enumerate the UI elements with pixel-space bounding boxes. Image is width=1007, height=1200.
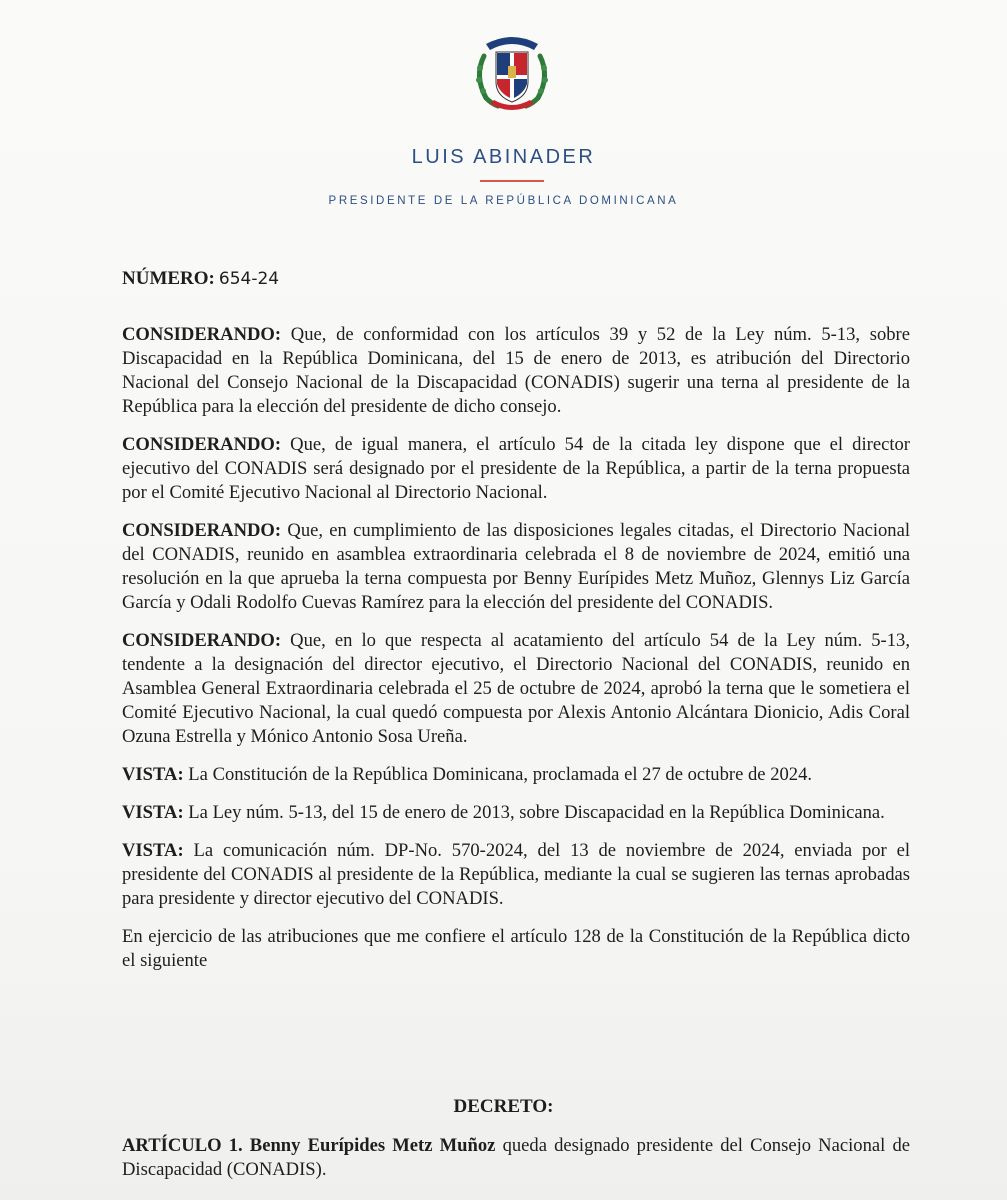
decreto-heading: DECRETO: (453, 1096, 554, 1117)
paragraph-label: VISTA: (122, 764, 184, 785)
paragraph-considerando-3 (122, 519, 910, 615)
paragraph-ejercicio (122, 925, 910, 973)
paragraph-text: Que, en cumplimiento de las disposiciones legales citadas, el Directorio Nacional del CONADIS, reunido en asamblea extraordinaria celebrada el 8 de noviembre de 2024, emitió una resolución en la que aprueba la terna compuesta por Benny Eurípides Metz Muñoz, Glennys Liz García García y Odali Rodolfo Cuevas Ramírez para la elección del presidente del CONADIS. (122, 520, 910, 613)
paragraph-vista-3 (122, 839, 910, 911)
paragraph-text: Que, de conformidad con los artículos 39 y 52 de la Ley núm. 5-13, sobre Discapacidad en la República Dominicana, del 15 de enero de 2013, es atribución del Directorio Nacional del Consejo Nacional de la Discapacidad (CONADIS) sugerir una terna al presidente de la República para la elección del presidente de dicho consejo. (122, 324, 910, 417)
header-divider (480, 180, 544, 182)
paragraph-considerando-2 (122, 433, 910, 505)
paragraph-label: CONSIDERANDO: (122, 630, 282, 651)
paragraph-text: La Constitución de la República Dominicana, proclamada el 27 de octubre de 2024. (183, 764, 813, 785)
paragraph-label: CONSIDERANDO: (122, 434, 282, 455)
paragraph-text: En ejercicio de las atribuciones que me confiere el artículo 128 de la Constitución de la República dicto el siguiente (122, 926, 910, 971)
paragraph-label: VISTA: (122, 802, 184, 823)
decree-number (122, 268, 279, 290)
decree-number-label: NÚMERO: (122, 268, 215, 289)
decree-number-value: 654-24 (218, 269, 280, 289)
paragraph-label: VISTA: (122, 840, 184, 861)
paragraph-label: CONSIDERANDO: (122, 324, 282, 345)
paragraph-text: Que, de igual manera, el artículo 54 de la citada ley dispone que el director ejecutivo del CONADIS será designado por el presidente de la República, a partir de la terna propuesta por el Comité Ejecutivo Nacional al Directorio Nacional. (122, 434, 910, 503)
paragraph-text: La comunicación núm. DP-No. 570-2024, del 13 de noviembre de 2024, enviada por el presidente del CONADIS al presidente de la República, mediante la cual se sugieren las ternas aprobadas para presidente y director ejecutivo del CONADIS. (122, 840, 910, 909)
paragraph-text: La Ley núm. 5-13, del 15 de enero de 2013, sobre Discapacidad en la República Dominicana. (183, 802, 885, 823)
articulo-label: ARTÍCULO 1. Benny Eurípides Metz Muñoz (122, 1135, 496, 1156)
articulo-1 (122, 1134, 910, 1182)
coat-of-arms-icon (468, 28, 556, 116)
paragraph-label: CONSIDERANDO: (122, 520, 282, 541)
paragraph-considerando-4 (122, 629, 910, 749)
decree-body (122, 323, 910, 987)
paragraph-vista-2 (122, 801, 910, 825)
paragraph-considerando-1 (122, 323, 910, 419)
paragraph-text: Que, en lo que respecta al acatamiento del artículo 54 de la Ley núm. 5-13, tendente a la designación del director ejecutivo, el Directorio Nacional del CONADIS, reunido en Asamblea General Extraordinaria celebrada el 25 de octubre de 2024, aprobó la terna que le sometiera el Comité Ejecutivo Nacional, la cual quedó compuesta por Alexis Antonio Alcántara Dionicio, Adis Coral Ozuna Estrella y Mónico Antonio Sosa Ureña. (122, 630, 910, 747)
president-title: PRESIDENTE DE LA REPÚBLICA DOMINICANA (328, 195, 679, 207)
articulo-text: queda designado presidente del Consejo Nacional de Discapacidad (CONADIS). (122, 1135, 910, 1180)
paragraph-vista-1 (122, 763, 910, 787)
president-name: LUIS ABINADER (411, 146, 596, 168)
